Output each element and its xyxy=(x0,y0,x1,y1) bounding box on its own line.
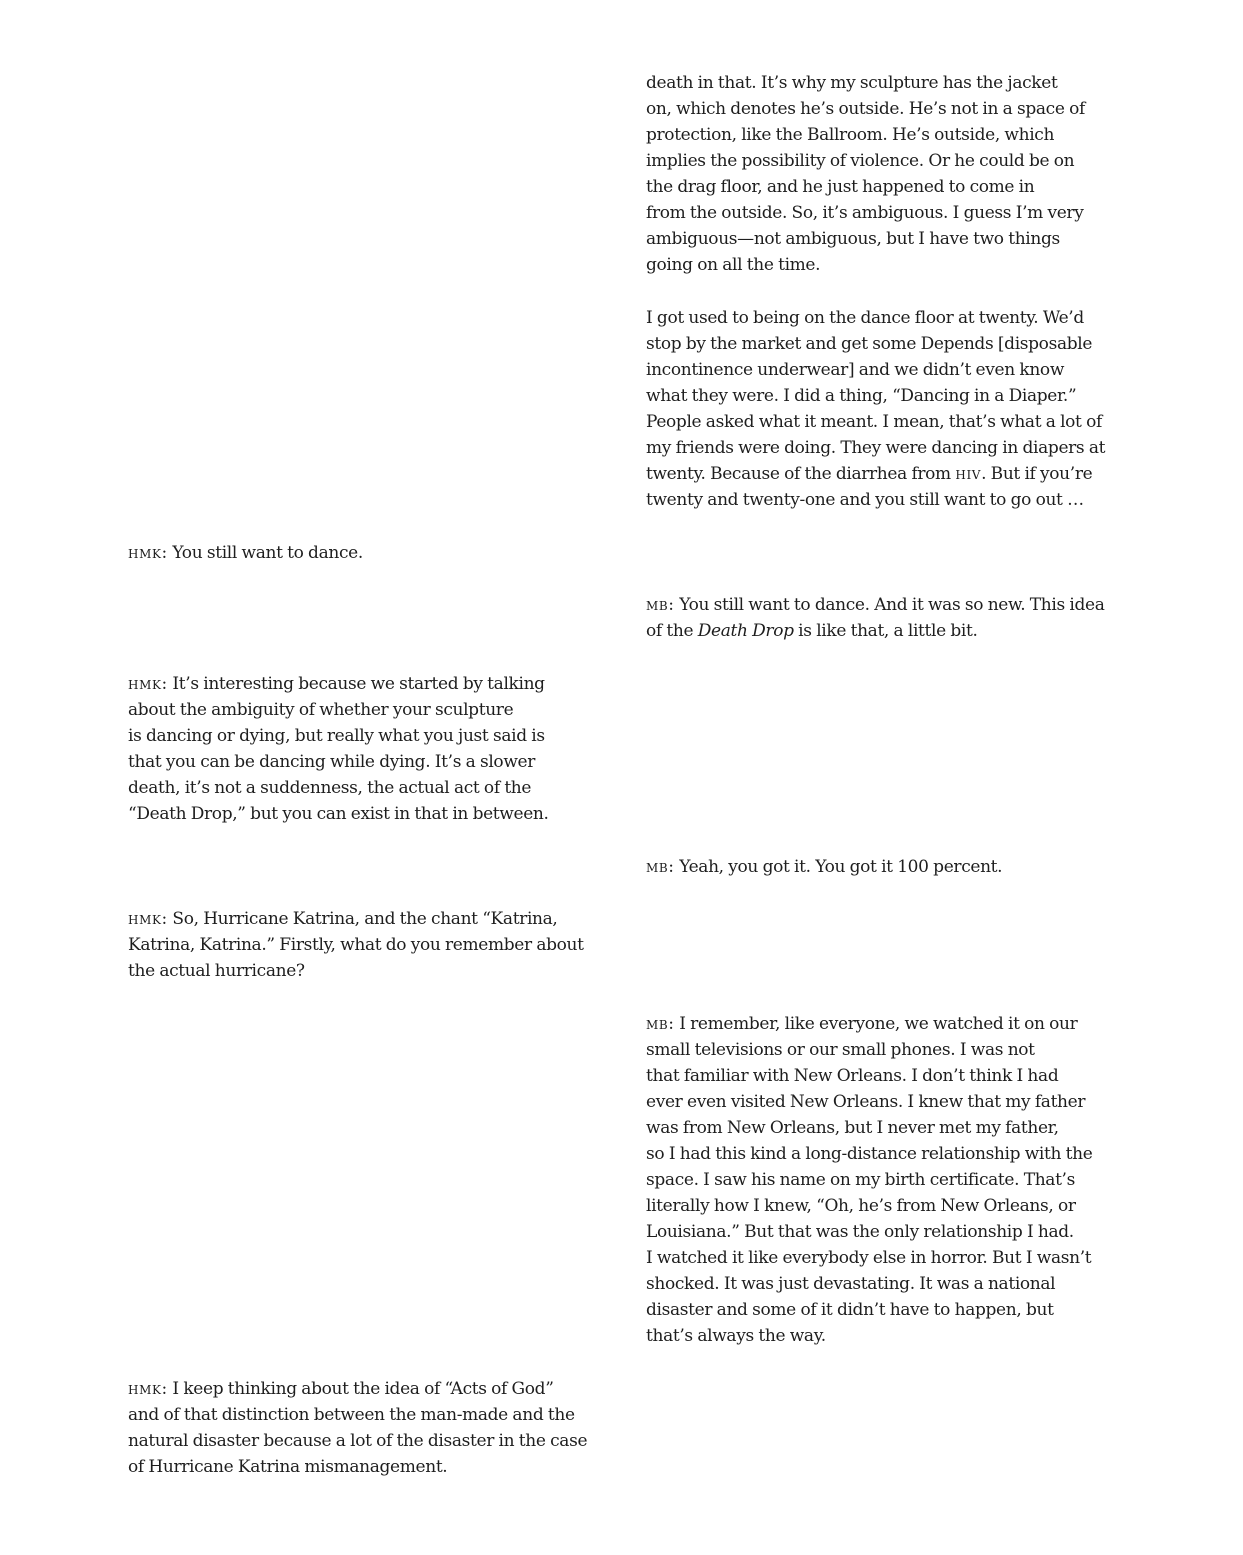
text-line xyxy=(128,906,620,932)
text-line: Louisiana.” But that was the only relationship I had. xyxy=(646,1222,1074,1242)
text-line xyxy=(646,854,1141,880)
mb-answer xyxy=(646,854,1141,880)
text-line: shocked. It was just devastating. It was a national xyxy=(646,1274,1056,1294)
speaker-label: hmk: xyxy=(128,674,168,694)
text-line: on, which denotes he’s outside. He’s not in a space of xyxy=(646,99,1085,119)
mb-answer xyxy=(646,592,1141,644)
text-line xyxy=(128,540,620,566)
text-line: I got used to being on the dance floor at twenty. We’d xyxy=(646,308,1084,328)
text-fragment: So, Hurricane Katrina, and the chant “Katrina, xyxy=(167,909,558,929)
speaker-label: hmk: xyxy=(128,1379,168,1399)
hmk-question xyxy=(128,1376,620,1480)
text-line: ever even visited New Orleans. I knew that my father xyxy=(646,1092,1086,1112)
text-fragment: is like that, a little bit. xyxy=(793,621,978,641)
text-fragment: You still want to dance. xyxy=(167,543,363,563)
text-line: natural disaster because a lot of the disaster in the case xyxy=(128,1431,588,1451)
text-line: literally how I knew, “Oh, he’s from New Orleans, or xyxy=(646,1196,1076,1216)
text-line: so I had this kind a long-distance relationship with the xyxy=(646,1144,1093,1164)
speaker-label: mb: xyxy=(646,857,675,877)
text-line: the drag floor, and he just happened to come in xyxy=(646,177,1035,197)
speaker-label: hmk: xyxy=(128,909,168,929)
speaker-label: mb: xyxy=(646,595,675,615)
work-title: Death Drop xyxy=(697,621,794,641)
text-fragment: I keep thinking about the idea of “Acts of God” xyxy=(167,1379,554,1399)
text-fragment: You still want to dance. And it was so new. This idea xyxy=(674,595,1105,615)
text-line xyxy=(128,1376,620,1402)
text-line: ambiguous—not ambiguous, but I have two things xyxy=(646,229,1060,249)
text-line xyxy=(128,671,620,697)
hmk-question xyxy=(128,906,620,984)
text-fragment: It’s interesting because we started by talking xyxy=(167,674,545,694)
text-line: protection, like the Ballroom. He’s outside, which xyxy=(646,125,1055,145)
text-line: is dancing or dying, but really what you just said is xyxy=(128,726,545,746)
text-line xyxy=(646,592,1141,618)
text-line: death, it’s not a suddenness, the actual act of the xyxy=(128,778,532,798)
text-line: twenty. Because of the diarrhea from hiv. But if you’re xyxy=(646,464,1093,484)
text-line: twenty and twenty-one and you still want to go out … xyxy=(646,490,1084,510)
mb-paragraph-dance-floor xyxy=(646,305,1141,513)
text-line: about the ambiguity of whether your sculpture xyxy=(128,700,514,720)
acronym: hiv xyxy=(955,464,982,484)
text-line: that familiar with New Orleans. I don’t think I had xyxy=(646,1066,1059,1086)
text-line: small televisions or our small phones. I was not xyxy=(646,1040,1035,1060)
text-line: that’s always the way. xyxy=(646,1326,826,1346)
speaker-label: mb: xyxy=(646,1014,675,1034)
text-line xyxy=(646,618,1141,644)
text-line: I watched it like everybody else in horror. But I wasn’t xyxy=(646,1248,1092,1268)
text-line: my friends were doing. They were dancing in diapers at xyxy=(646,438,1106,458)
text-line: implies the possibility of violence. Or he could be on xyxy=(646,151,1075,171)
text-fragment: Yeah, you got it. You got it 100 percent. xyxy=(674,857,1003,877)
text-line: disaster and some of it didn’t have to happen, but xyxy=(646,1300,1054,1320)
text-line: Katrina, Katrina.” Firstly, what do you remember about xyxy=(128,935,584,955)
text-line: the actual hurricane? xyxy=(128,961,305,981)
text-line: death in that. It’s why my sculpture has the jacket xyxy=(646,73,1058,93)
text-line: going on all the time. xyxy=(646,255,821,275)
speaker-label: hmk: xyxy=(128,543,168,563)
text-line: space. I saw his name on my birth certificate. That’s xyxy=(646,1170,1075,1190)
mb-paragraph-continuation xyxy=(646,70,1141,278)
text-fragment: of the xyxy=(646,621,698,641)
text-fragment: I remember, like everyone, we watched it on our xyxy=(674,1014,1078,1034)
text-line: People asked what it meant. I mean, that’s what a lot of xyxy=(646,412,1102,432)
hmk-question xyxy=(128,540,620,566)
text-line: of Hurricane Katrina mismanagement. xyxy=(128,1457,448,1477)
text-line: “Death Drop,” but you can exist in that in between. xyxy=(128,804,549,824)
text-line: from the outside. So, it’s ambiguous. I guess I’m very xyxy=(646,203,1084,223)
text-line: and of that distinction between the man-made and the xyxy=(128,1405,575,1425)
text-line: was from New Orleans, but I never met my father, xyxy=(646,1118,1059,1138)
text-line: incontinence underwear] and we didn’t even know xyxy=(646,360,1065,380)
text-line xyxy=(646,1011,1141,1037)
mb-answer xyxy=(646,1011,1141,1349)
text-line: that you can be dancing while dying. It’s a slower xyxy=(128,752,536,772)
text-line: stop by the market and get some Depends [disposable xyxy=(646,334,1093,354)
text-line: what they were. I did a thing, “Dancing in a Diaper.” xyxy=(646,386,1077,406)
hmk-question xyxy=(128,671,620,827)
